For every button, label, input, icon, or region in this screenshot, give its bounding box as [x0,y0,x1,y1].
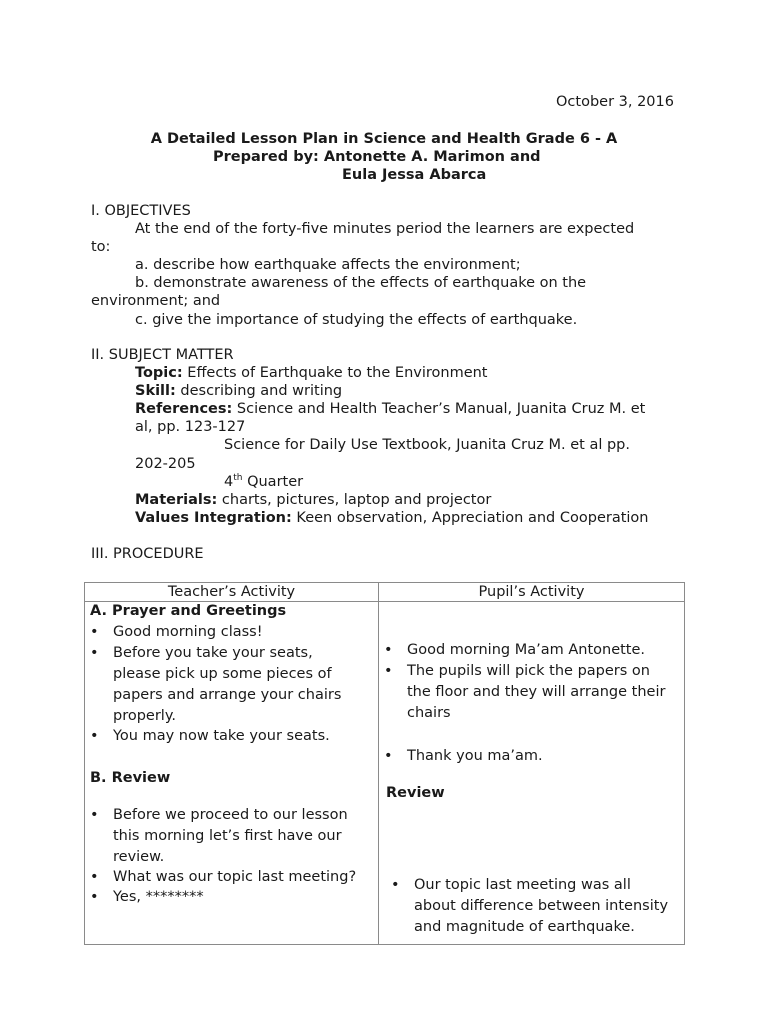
topic-line [135,364,488,382]
subject-matter-heading: II. SUBJECT MATTER [91,347,234,363]
skill-line [135,382,342,400]
prayer-greetings-heading: A. Prayer and Greetings [90,603,287,619]
values-value: Keen observation, Appreciation and Cooperation [291,510,649,526]
bullet-icon: • [90,645,99,661]
bullet-icon: • [391,877,400,893]
pupil-line: The pupils will pick the papers on [407,663,650,679]
teacher-line: papers and arrange your chairs [113,687,342,703]
pupil-line: the floor and they will arrange their [407,684,666,700]
objectives-intro-cont: to: [91,239,111,255]
objective-c: c. give the importance of studying the effects of earthquake. [135,312,578,328]
bullet-icon: • [90,624,99,640]
pupil-line: Our topic last meeting was all [414,877,631,893]
bullet-icon: • [90,807,99,823]
skill-value: describing and writing [175,383,343,399]
bullet-icon: • [90,869,99,885]
pupil-line: Thank you ma’am. [407,748,543,764]
procedure-heading: III. PROCEDURE [91,546,204,562]
teacher-line: Before we proceed to our lesson [113,807,348,823]
table-header-row [85,583,685,602]
pupil-activity-header: Pupil’s Activity [379,583,685,602]
procedure-table [84,582,685,945]
references-second-cont: 202-205 [135,456,196,472]
skill-label: Skill: [135,383,176,399]
title-line-3: Eula Jessa Abarca [342,167,487,183]
objectives-intro: At the end of the forty-five minutes period the learners are expected [135,221,635,237]
references-cont: al, pp. 123-127 [135,419,246,435]
date: October 3, 2016 [556,94,674,110]
pupil-line: chairs [407,705,451,721]
teacher-activity-header: Teacher’s Activity [85,583,379,602]
teacher-line: this morning let’s first have our [113,828,342,844]
values-line [135,509,649,527]
bullet-icon: • [90,728,99,744]
quarter-ordinal: th [233,473,243,484]
pupil-activity-cell [379,602,685,945]
teacher-line: properly. [113,708,176,724]
teacher-line: You may now take your seats. [113,728,330,744]
teacher-activity-cell [85,602,379,945]
teacher-line: Yes, ******** [113,889,204,905]
objective-b: b. demonstrate awareness of the effects of earthquake on the [135,275,587,291]
teacher-line: please pick up some pieces of [113,666,332,682]
quarter-line [224,473,303,491]
bullet-icon: • [384,748,393,764]
objectives-heading: I. OBJECTIVES [91,203,191,219]
references-value: Science and Health Teacher’s Manual, Juanita Cruz M. et [232,401,646,417]
references-label: References: [135,401,233,417]
review-heading: B. Review [90,770,171,786]
pupil-line: about difference between intensity [414,898,669,914]
materials-line [135,491,491,509]
bullet-icon: • [90,889,99,905]
teacher-line: Good morning class! [113,624,263,640]
topic-value: Effects of Earthquake to the Environment [182,365,488,381]
quarter-text: Quarter [242,474,304,490]
quarter-number: 4 [224,474,234,490]
references-second: Science for Daily Use Textbook, Juanita Cruz M. et al pp. [224,437,630,453]
teacher-line: review. [113,849,165,865]
bullet-icon: • [384,642,393,658]
topic-label: Topic: [135,365,183,381]
title-line-1: A Detailed Lesson Plan in Science and Health Grade 6 - A [150,131,618,147]
materials-label: Materials: [135,492,218,508]
bullet-icon: • [384,663,393,679]
title-line-2: Prepared by: Antonette A. Marimon and [213,149,541,165]
values-label: Values Integration: [135,510,292,526]
objective-a: a. describe how earthquake affects the environment; [135,257,521,273]
pupil-line: Good morning Ma’am Antonette. [407,642,646,658]
references-line [135,400,645,418]
pupil-review-heading: Review [386,785,445,801]
objective-b-cont: environment; and [91,293,221,309]
materials-value: charts, pictures, laptop and projector [217,492,492,508]
table-row [85,602,685,945]
teacher-line: Before you take your seats, [113,645,313,661]
pupil-line: and magnitude of earthquake. [414,919,635,935]
teacher-line: What was our topic last meeting? [113,869,357,885]
